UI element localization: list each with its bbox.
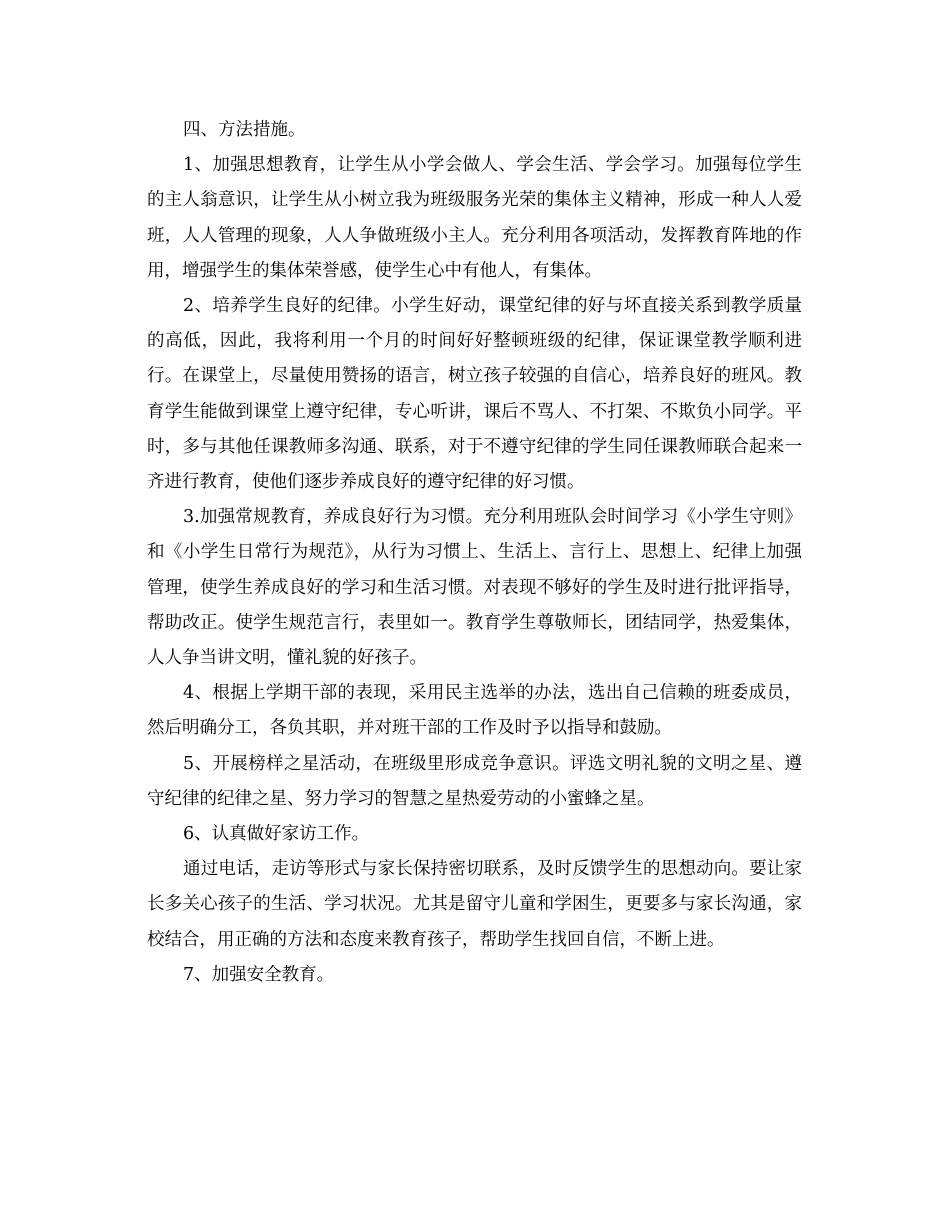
paragraph-routine-education: 3.加强常规教育，养成良好行为习惯。充分利用班队会时间学习《小学生守则》和《小学生日常行为规范》，从行为习惯上、生活上、言行上、思想上、纪律上加强管理，使学生养成良好的学习和生活习惯。对表现不够好的学生及时进行批评指导，帮助改正。使学生规范言行，表里如一。教育学生尊敬师长，团结同学，热爱集体，人人争当讲文明，懂礼貌的好孩子。 (147, 507, 802, 669)
paragraph-home-visits-heading: 6、认真做好家访工作。 (183, 824, 370, 845)
paragraph-class-cadres: 4、根据上学期干部的表现，采用民主选举的办法，选出自己信赖的班委成员，然后明确分工，各负其职，并对班干部的工作及时予以指导和鼓励。 (147, 683, 802, 739)
paragraph-ideological-education: 1、加强思想教育，让学生从小学会做人、学会生活、学会学习。加强每位学生的主人翁意识，让学生从小树立我为班级服务光荣的集体主义精神，形成一种人人爱班，人人管理的现象，人人争做班级小主人。充分利用各项活动，发挥教育阵地的作用，增强学生的集体荣誉感，使学生心中有他人，有集体。 (147, 155, 802, 281)
paragraph-role-model-stars: 5、开展榜样之星活动，在班级里形成竞争意识。评选文明礼貌的文明之星、遵守纪律的纪律之星、努力学习的智慧之星热爱劳动的小蜜蜂之星。 (147, 753, 802, 809)
paragraph-discipline: 2、培养学生良好的纪律。小学生好动，课堂纪律的好与坏直接关系到教学质量的高低，因此，我将利用一个月的时间好好整顿班级的纪律，保证课堂教学顺利进行。在课堂上，尽量使用赞扬的语言，树立孩子较强的自信心，培养良好的班风。教育学生能做到课堂上遵守纪律，专心听讲，课后不骂人、不打架、不欺负小同学。平时，多与其他任课教师多沟通、联系，对于不遵守纪律的学生同任课教师联合起来一齐进行教育，使他们逐步养成良好的遵守纪律的好习惯。 (147, 296, 802, 493)
document-page (147, 113, 802, 993)
section-heading: 四、方法措施。 (183, 120, 306, 140)
paragraph-home-visits: 通过电话，走访等形式与家长保持密切联系，及时反馈学生的思想动向。要让家长多关心孩子的生活、学习状况。尤其是留守儿童和学困生，更要多与家长沟通，家校结合，用正确的方法和态度来教育孩子，帮助学生找回自信，不断上进。 (147, 859, 802, 950)
paragraph-safety-education: 7、加强安全教育。 (183, 964, 335, 985)
